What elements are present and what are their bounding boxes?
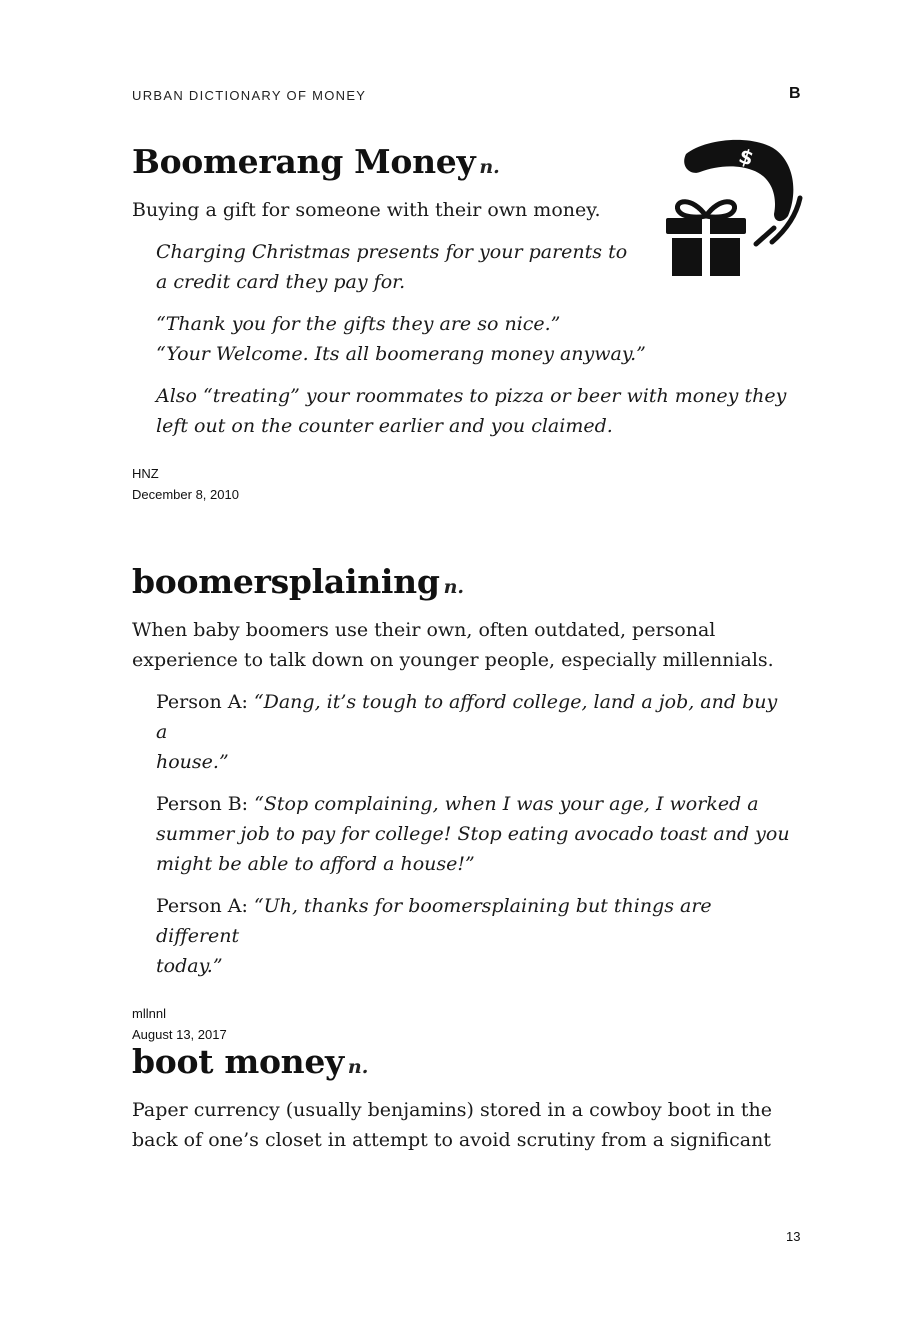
part-of-speech: n. bbox=[443, 576, 465, 598]
byline bbox=[132, 463, 662, 505]
example bbox=[156, 237, 662, 297]
example-line: house.” bbox=[156, 751, 229, 773]
example-line: a credit card they pay for. bbox=[156, 271, 406, 293]
date: December 8, 2010 bbox=[132, 487, 239, 502]
gift-boomerang-dollar-icon bbox=[662, 136, 808, 282]
section-letter: B bbox=[789, 85, 801, 102]
example-line: “Uh, thanks for boomersplaining but things are different bbox=[156, 895, 712, 947]
headword: boot money bbox=[132, 1042, 344, 1081]
speaker: Person A: bbox=[156, 895, 254, 917]
definition: Buying a gift for someone with their own money. bbox=[132, 199, 601, 221]
example-line: Also “treating” your roommates to pizza or beer with money they bbox=[156, 385, 787, 407]
definition bbox=[132, 615, 792, 675]
author: mllnnl bbox=[132, 1006, 166, 1021]
example-line: left out on the counter earlier and you claimed. bbox=[156, 415, 613, 437]
entry-boomerang-money bbox=[132, 142, 787, 505]
headword-line bbox=[132, 1042, 792, 1081]
example bbox=[156, 309, 816, 369]
example-line: “Thank you for the gifts they are so nice.” bbox=[156, 313, 561, 335]
example-line: “Your Welcome. Its all boomerang money anyway.” bbox=[156, 343, 646, 365]
entry-boot-money bbox=[132, 1042, 792, 1155]
example bbox=[156, 891, 792, 981]
example bbox=[156, 789, 792, 879]
date: August 13, 2017 bbox=[132, 1027, 227, 1042]
example-line: summer job to pay for college! Stop eating avocado toast and you bbox=[156, 823, 790, 845]
example-line: “Stop complaining, when I was your age, I worked a bbox=[254, 793, 759, 815]
example-line: today.” bbox=[156, 955, 223, 977]
example-line: “Dang, it’s tough to afford college, land a job, and buy a bbox=[156, 691, 778, 743]
svg-text:$: $ bbox=[735, 143, 757, 171]
part-of-speech: n. bbox=[479, 156, 500, 178]
definition-line: When baby boomers use their own, often outdated, personal bbox=[132, 619, 716, 641]
page-number: 13 bbox=[786, 1229, 801, 1244]
part-of-speech: n. bbox=[347, 1056, 369, 1078]
byline bbox=[132, 1003, 792, 1045]
definition-line: experience to talk down on younger people, especially millennials. bbox=[132, 649, 774, 671]
headword: Boomerang Money bbox=[132, 142, 476, 181]
example bbox=[156, 381, 816, 441]
speaker: Person A: bbox=[156, 691, 254, 713]
definition-line: Paper currency (usually benjamins) stored in a cowboy boot in the bbox=[132, 1099, 772, 1121]
definition-line: back of one’s closet in attempt to avoid scrutiny from a significant bbox=[132, 1129, 771, 1151]
example bbox=[156, 687, 792, 777]
example-line: might be able to afford a house!” bbox=[156, 853, 475, 875]
definition bbox=[132, 1095, 792, 1155]
entry-boomersplaining bbox=[132, 562, 792, 1045]
running-title: URBAN DICTIONARY OF MONEY bbox=[132, 88, 367, 103]
headword-line bbox=[132, 562, 792, 601]
example-line: Charging Christmas presents for your parents to bbox=[156, 241, 628, 263]
author: HNZ bbox=[132, 466, 159, 481]
headword: boomersplaining bbox=[132, 562, 440, 601]
speaker: Person B: bbox=[156, 793, 255, 815]
headword-line bbox=[132, 142, 662, 181]
